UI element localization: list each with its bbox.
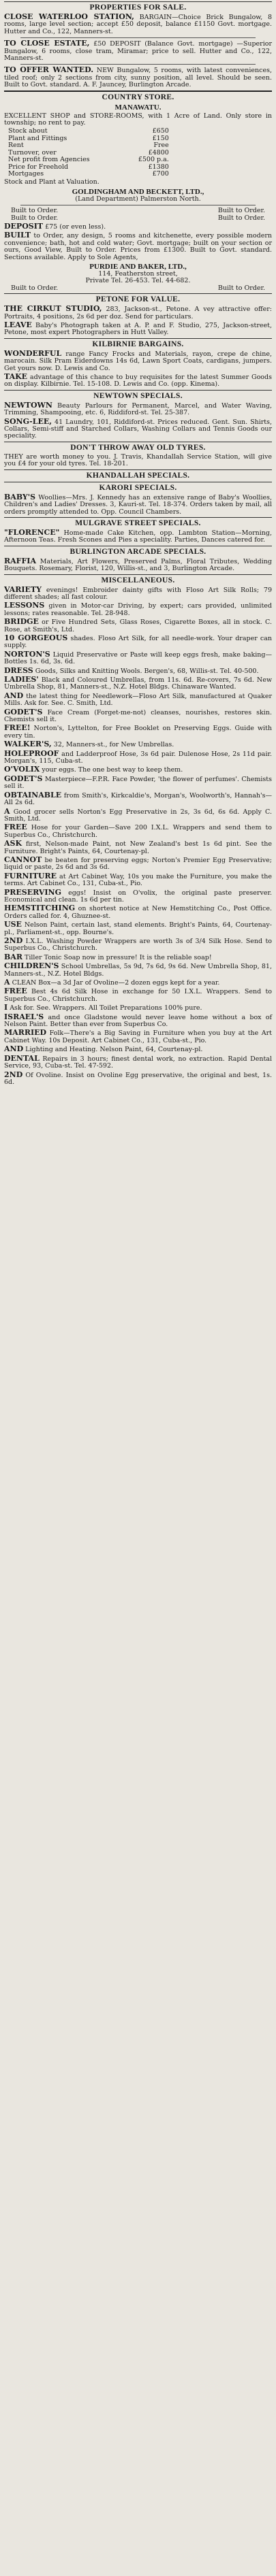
section-header: COUNTRY STORE. [4, 90, 272, 102]
ad-body: Woollies—Mrs. J. Kennedy has an extensive range of Baby's Woollies, Children's and Ladies' Dresses. 3, Kauri-st. Tel. 18-374. Orders taken by mail, all orders promptly attended to. Opp. Council Chambers. [4, 493, 272, 516]
classified-ad [4, 374, 272, 389]
firm-sub: (Land Department) Palmerston North. [75, 195, 201, 203]
ad-body: Black and Coloured Umbrellas, from 11s. 6d. Re-covers, 7s 6d. New Umbrella Shop, 81, Manners-st., N.Z. Hotel Bldgs. Chinaware Wanted. [4, 676, 272, 691]
ad-body: shades. Floso Art Silk, for all needle-work. Your draper can supply. [4, 634, 272, 650]
ad-body: £50 DEPOSIT (Balance Govt. mortgage) —Superior Bungalow, 6 rooms, close tram, Miramar; price to sell. Hutter and Co., 122, Manners-st. [4, 40, 272, 63]
ad-body: I.X.L. Washing Powder Wrappers are worth 3s of 3/4 Silk Hose. Send to Superbus Co., Christchurch. [4, 938, 272, 953]
karori-section [0, 482, 276, 516]
ad-body: BARGAIN—Choice Brick Bungalow, 8 rooms, large level section; accept £50 deposit, balance £1150 Govt. mortgage. Hutter and Co., 122, Manners-st. [4, 14, 272, 35]
ad-body: and Ladderproof Hose, 3s 6d pair. Dulenose Hose, 2s 11d pair. Morgan's, 115, Cuba-st. [4, 750, 272, 765]
section-header: KHANDALLAH SPECIALS. [4, 469, 272, 480]
ad-body: to Order, any design, 5 rooms and kitchenette, every possible modern convenience; bath, hot and cold water; Govt. mortgage; built on your section or ours, Good View, Built to Order. Prices from £1300. Built to Govt. standard. Sections available. Apply to Sole Agents, [4, 232, 272, 261]
ad-body: CLEAN Box—a 3d Jar of Ovoline—2 dozen eggs kept for a year. [12, 979, 220, 987]
ad-body: School Umbrellas, 5s 9d, 7s 6d, 9s 6d. New Umbrella Shop, 81, Manners-st., N.Z. Hotel Bldgs. [4, 963, 272, 978]
ad-body: on shortest notice at New Hemstitching Co., Post Office. Orders called for. 4, Ghuznee-st. [4, 905, 272, 920]
ad-body: Nelson Paint, certain last, stand elements. Bright's Paints, 64, Courtenay-pl., Parliament-st., opp. Bourne's. [4, 921, 272, 936]
classified-ad [4, 1046, 272, 1053]
classified-ad [4, 938, 272, 953]
ad-lead: PRESERVING [4, 887, 62, 897]
ad-body: Good grocer sells Norton's Egg Preservative in 2s, 3s 6d, 6s 6d. Apply C. Smith, Ltd. [4, 808, 272, 823]
section-header: BURLINGTON ARCADE SPECIALS. [4, 546, 272, 557]
ad-lead: ASK [4, 839, 22, 848]
petone-section [0, 293, 276, 337]
classified-ad [4, 635, 272, 650]
price-value: £700 [152, 169, 169, 178]
divider [20, 64, 256, 65]
ad-lead: LADIES' [4, 675, 39, 684]
classified-ad [4, 776, 272, 791]
ad-text: THEY are worth money to you. J. Travis, Khandallah Service Station, will give you £4 for your old tyres. Tel. 18-201. [4, 452, 272, 468]
classified-ad [4, 824, 272, 839]
classified-ad [4, 1055, 272, 1070]
ad-body: at Art Cabinet Way, 10s you make the Furniture, you make the terms. Art Cabinet Co., 131, Cuba-st., Pio. [4, 872, 272, 888]
classified-ad [4, 651, 272, 666]
ad-text: EXCELLENT SHOP and STORE-ROOMS, with 1 Acre of Land. Only store in township; no rent to pay. [4, 112, 272, 127]
ad-body: the latest thing for Needlework—Floso Art Silk, manufactured at Quaker Mills. Ask for. See. C. Smith, Ltd. [4, 692, 272, 708]
classified-ad [4, 418, 272, 440]
built-to-order-text: Built to Order. [217, 284, 265, 292]
kilbirnie-section [0, 338, 276, 389]
ad-lead: BABY'S [4, 492, 36, 501]
classified-ad [4, 667, 272, 675]
classified-ad [4, 14, 272, 35]
ad-lead: LESSONS [4, 601, 45, 610]
classified-ad [4, 402, 272, 417]
ad-lead: 10 GORGEOUS [4, 633, 68, 642]
classified-ad [4, 921, 272, 936]
ad-lead: VARIETY [4, 584, 42, 594]
ad-body: first, Nelson-made Paint, not New Zealand's best 1s 6d pint. See the Furniture. Bright's Paints, 64, Courtenay-pl. [4, 840, 272, 855]
section-header: PROPERTIES FOR SALE. [4, 1, 272, 12]
classified-ad [4, 905, 272, 920]
ad-lead: I [4, 1003, 8, 1012]
mulgrave-section [0, 517, 276, 544]
ad-lead: WONDERFUL [4, 348, 62, 358]
ad-body: Norton's, Lyttelton, for Free Booklet on Preserving Eggs. Guide with every tin. [4, 725, 272, 740]
ad-body: NEW Bungalow, 5 rooms, with latest conveniences, tiled roof; only 2 sections from city, sunny position, all level. Should be seen. Built to Govt. standard. A. F. Jauncey, Burlington Arcade. [4, 67, 272, 89]
price-label: Turnover, over [8, 148, 57, 156]
price-value: £150 [152, 134, 169, 142]
built-to-order-line [4, 215, 272, 222]
price-row [8, 135, 169, 142]
misc-section [0, 574, 276, 1087]
ad-body: Home-made Cake Kitchen, opp. Lambton Station—Morning, Afternoon Teas. Fresh Scones and Pies a speciality. Parties, Dances catered for. [4, 529, 272, 544]
section-header: MISCELLANEOUS. [4, 574, 272, 585]
ad-body: Repairs in 3 hours; finest dental work, no extraction. Rapid Dental Service, 93, Cuba-st. Tel. 47-592. [4, 1055, 272, 1070]
classified-ad [4, 741, 272, 748]
section-header: KARORI SPECIALS. [4, 482, 272, 493]
classified-ad [4, 725, 272, 740]
ad-lead: HOLEPROOF [4, 748, 59, 758]
ad-lead: TO CLOSE ESTATE, [4, 39, 90, 48]
ad-lead: A [4, 978, 10, 987]
ad-body: or Five Hundred Sets, Glass Roses, Cigarette Boxes, all in stock. C. Rose, at Smith's, Ltd. [4, 618, 272, 633]
firm-phone: Private Tel. 26-453. Tel. 44-682. [85, 277, 191, 285]
ad-lead: WALKER'S, [4, 740, 52, 749]
ad-lead: FREE! [4, 723, 31, 733]
newtown-section [0, 390, 276, 440]
classified-ad [4, 529, 272, 544]
ad-lead: AND [4, 1044, 24, 1054]
ad-body: advantage of this chance to buy requisites for the latest Summer Goods on display. Kilbirnie. Tel. 15-108. D. Lewis and Co. (opp. Kinema). [4, 374, 272, 389]
ad-lead: 2ND [4, 936, 23, 945]
ad-body: from Smith's, Kirkcaldie's, Morgan's, Woolworth's, Hannah's—All 2s 6d. [4, 791, 272, 807]
ad-lead: MARRIED [4, 1028, 47, 1038]
price-label: Mortgages [8, 169, 44, 178]
ad-body: £75 (or even less). [45, 222, 106, 231]
built-to-order-text: Built to Order. [11, 284, 59, 292]
classified-ad [4, 750, 272, 765]
section-header: DON'T THROW AWAY OLD TYRES. [4, 442, 272, 452]
ad-lead: FREE [4, 987, 27, 996]
khandallah-section [0, 469, 276, 480]
price-row [8, 171, 169, 178]
built-to-order-line [4, 285, 272, 292]
ad-body: Tiller Tonic Soap now in pressure! It is the reliable soap! [25, 953, 212, 961]
classified-ad [4, 350, 272, 372]
ad-body: evenings! Embroider dainty gifts with Floso Art Silk Rolls; 79 different shades; all fast colour. [4, 586, 272, 601]
classified-ad [4, 840, 272, 855]
classified-ad [4, 693, 272, 708]
ad-lead: CANNOT [4, 855, 42, 864]
price-table [8, 128, 169, 178]
ad-body: and once Gladstone would never leave home without a box of Nelson Paint. Better than ever from Superbus Co. [4, 1013, 272, 1029]
built-to-order-text: Built to Order. [217, 207, 265, 215]
classified-ad [4, 232, 272, 261]
divider [20, 37, 256, 38]
ad-lead: FREE [4, 823, 27, 832]
ad-body: Folk—There's a Big Saving in Furniture when you buy at the Art Cabinet Way. 10s Deposit. Art Cabinet Co., 131, Cuba-st., Pio. [4, 1029, 272, 1044]
classified-ad [4, 602, 272, 617]
price-label: Stock about [8, 127, 48, 135]
classified-ad [4, 494, 272, 516]
ad-lead: NEWTOWN [4, 400, 52, 410]
classified-ad [4, 979, 272, 987]
classified-ad [4, 558, 272, 573]
classified-ad [4, 618, 272, 633]
classified-ad [4, 709, 272, 724]
ad-lead: A [4, 806, 10, 816]
ad-lead: SONG-LEE, [4, 416, 52, 426]
price-label: Rent [8, 142, 24, 150]
ad-lead: NORTON'S [4, 649, 50, 659]
ad-lead: CHILDREN'S [4, 961, 59, 971]
ad-lead: GODET'S [4, 707, 43, 716]
ad-body: 283, Jackson-st., Petone. A vey attractive offer: Portraits, 4 positions, 2s 6d per doz. Send for particulars. [4, 306, 272, 320]
ad-body: your eggs. The one best way to keep them. [42, 766, 183, 774]
price-row [8, 156, 169, 163]
classified-ad [4, 988, 272, 1003]
classified-ad [4, 766, 272, 774]
classified-ad [4, 954, 272, 961]
firm-name: PURDIE AND BAKER, LTD., [89, 262, 187, 271]
ad-lead: USE [4, 920, 22, 929]
classified-ad [4, 873, 272, 888]
ad-lead: CLOSE WATERLOO STATION, [4, 12, 134, 21]
ad-body: Liquid Preservative or Paste will keep eggs fresh, make baking—Bottles 1s. 6d, 3s. 6d. [4, 650, 272, 666]
ad-lead: OBTAINABLE [4, 790, 62, 799]
tyres-section [0, 442, 276, 468]
built-to-order-text: Built to Order. [217, 214, 265, 222]
ad-body: Beauty Parlours for Permanent, Marcel, and Water Waving, Trimming, Shampooing, etc. 6, Riddiford-st. Tel. 25-387. [4, 401, 272, 417]
classified-ad [4, 963, 272, 978]
ad-body: Of Ovoline. Insist on Ovoline Egg preservative, the original and best, 1s. 6d. [4, 1071, 272, 1086]
ad-body: given in Motor-car Driving, by expert; cars provided, unlimited lessons; rates reasonable. Tel. 28-948. [4, 602, 272, 617]
classified-ad [4, 306, 272, 320]
classified-ad [4, 322, 272, 337]
ad-lead: TAKE [4, 372, 28, 382]
section-header: NEWTOWN SPECIALS. [4, 390, 272, 401]
ad-body: 41 Laundry, 101, Riddiford-st. Prices reduced. Gent. Sun. Shirts, Collars, Semi-stiff and Starched Collars, Washing Collars and Tennis Goods our speciality. [4, 418, 272, 440]
ad-lead: DEPOSIT [4, 221, 44, 231]
section-header: MULGRAVE STREET SPECIALS. [4, 517, 272, 528]
price-label: Net profit from Agencies [8, 156, 90, 164]
built-to-order-text: Built to Order. [11, 207, 59, 215]
classified-ad [4, 857, 272, 872]
ad-body: Face Cream (Forget-me-not) cleanses, nourishes, restores skin. Chemists sell it. [4, 708, 272, 724]
price-value: Free [153, 142, 169, 150]
ad-body: eggs! Insist on O'volix, the original paste preserver. Economical and clean. 1s 6d per tin. [4, 889, 272, 904]
ad-lead: 2ND [4, 1070, 23, 1079]
ad-lead: "FLORENCE" [4, 527, 60, 537]
classified-ad [4, 889, 272, 904]
ad-body: Ask for. See. Wrappers. All Toilet Preparations 100% pure. [10, 1004, 202, 1012]
firm-address: 114, Featherston street, [98, 269, 178, 278]
ad-body: Baby's Photograph taken at A. P. and F. Studio, 275, Jackson-street, Petone, most expert Photographers in Hutt Valley. [4, 322, 272, 337]
ad-lead: GODET'S [4, 774, 43, 783]
built-to-order [0, 205, 276, 292]
ad-lead: O'VOLIX [4, 765, 40, 774]
ad-body: Goods, Silks and Knitting Wools. Bergen's, 68, Willis-st. Tel. 40-500. [35, 667, 259, 675]
price-value: £1380 [148, 163, 169, 171]
ad-body: 32, Manners-st., for New Umbrellas. [53, 741, 174, 749]
ad-lead: BAR [4, 952, 22, 961]
ad-lead: HEMSTITCHING [4, 904, 76, 913]
ad-body: Lighting and Heating. Nelson Paint, 64, Courtenay-pl. [25, 1046, 203, 1054]
price-value: £650 [152, 127, 169, 135]
ad-lead: BUILT [4, 231, 31, 240]
price-value: £4800 [148, 148, 169, 156]
ad-lead: THE CIRKUT STUDIO, [4, 304, 102, 314]
classified-ad [4, 1072, 272, 1087]
classified-ad [4, 1004, 272, 1012]
classified-ad [4, 223, 272, 231]
ad-body: Hose for your Garden—Save 200 I.X.L. Wrappers and send them to Superbus Co., Christchurch. [4, 824, 272, 839]
classified-ad [4, 808, 272, 823]
built-to-order-text: Built to Order. [11, 214, 59, 222]
classified-ad [4, 1029, 272, 1044]
ad-text: Stock and Plant at Valuation. [4, 178, 99, 186]
price-value: £500 p.a. [138, 156, 169, 164]
classified-ad [4, 40, 272, 62]
ad-lead: DRESS [4, 665, 33, 675]
place-name: MANAWATU. [114, 103, 162, 112]
ad-lead: AND [4, 691, 24, 700]
classified-ad [4, 584, 272, 601]
ad-lead: FURNITURE [4, 871, 57, 880]
ad-lead: RAFFIA [4, 556, 36, 565]
ad-body: range Fancy Frocks and Materials, rayon, crepe de chine, marocain. Silk Pram Eiderdowns 14s 6d, Lawn Sport Coats, cardigans, jumpers. Get yours now. D. Lewis and Co. [4, 350, 272, 372]
firm-name: GOLDINGHAM AND BECKETT, LTD., [72, 187, 204, 196]
classified-ad [4, 676, 272, 691]
section-header: KILBIRNIE BARGAINS. [4, 338, 272, 349]
price-label: Price for Freehold [8, 163, 69, 171]
price-label: Plant and Fittings [8, 134, 67, 142]
classified-ad [4, 1014, 272, 1029]
ad-body: Best 4s 6d Silk Hose in exchange for 50 I.X.L. Wrappers. Send to Superbus Co., Christchurch. [4, 988, 272, 1003]
ad-lead: BRIDGE [4, 617, 39, 627]
section-header: PETONE FOR VALUE. [4, 293, 272, 304]
ad-body: Masterpiece—F.P.R. Face Powder, 'the flower of perfumes'. Chemists sell it. [4, 775, 272, 791]
classified-ad [4, 67, 272, 88]
ad-body: be beaten for preserving eggs; Norton's Premier Egg Preservative; liquid or paste, 2s 6d and 3s 6d. [4, 856, 273, 872]
ad-lead: LEAVE [4, 320, 32, 329]
ad-lead: DENTAL [4, 1053, 40, 1063]
built-to-order-line [4, 208, 272, 214]
ad-lead: TO OFFER WANTED. [4, 65, 94, 75]
country-store [0, 90, 276, 203]
ad-lead: ISRAEL'S [4, 1012, 44, 1021]
classified-ad [4, 792, 272, 807]
ad-body: Materials, Art Flowers, Preserved Palms, Floral Tributes, Wedding Bouquets. Rosemary, Florist, 120, Willis-st., and 3, Burlington Arcade. [4, 557, 272, 573]
burlington-section [0, 546, 276, 573]
